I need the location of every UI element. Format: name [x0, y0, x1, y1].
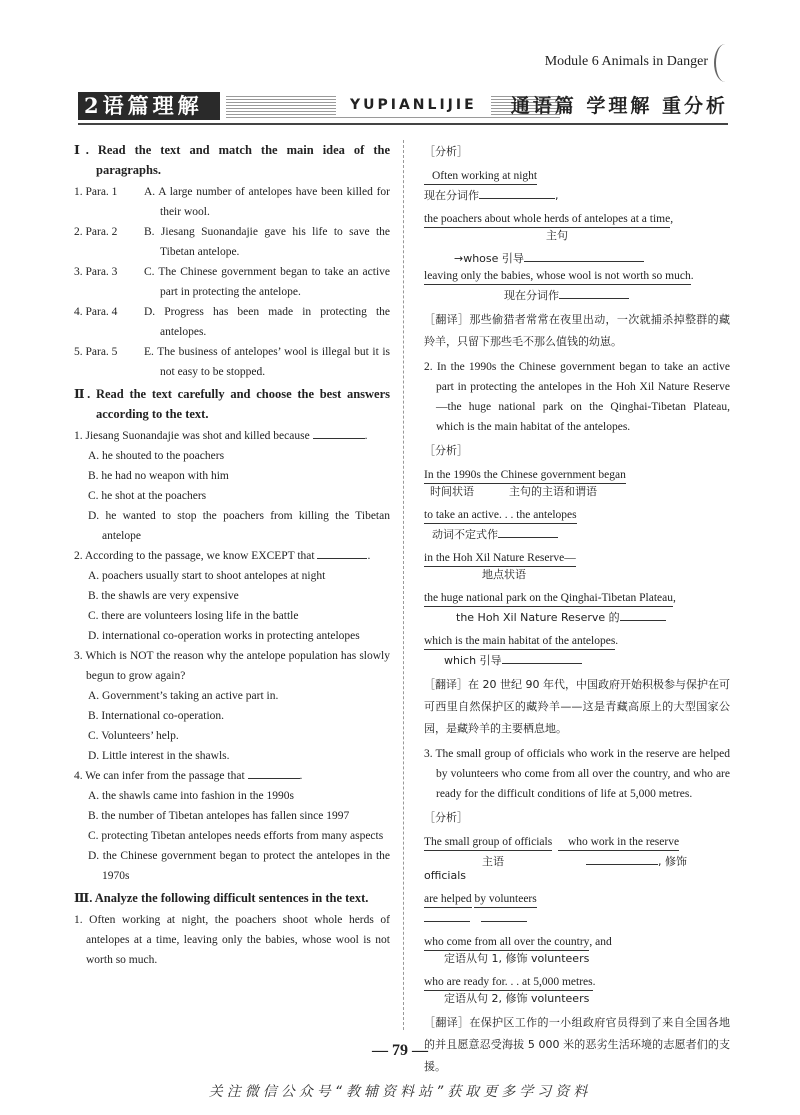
page-number: — 79 —	[372, 1042, 428, 1059]
sentence-3: 3. The small group of officials who work in the reserve are helped by volunteers who come from all over the country, and who are ready for the difficult conditions of life at 5,000 metres.	[424, 748, 730, 800]
option: B. International co-operation.	[88, 710, 225, 722]
match-item: 2. Para. 2 B. Jiesang Suonandajie gave his life to save the Tibetan antelope.	[74, 226, 390, 258]
analysis-tag: ［分析］	[424, 811, 468, 824]
option: A. Government’s taking an active part in.	[88, 690, 279, 702]
answer-blank[interactable]	[481, 909, 527, 922]
sentence-1: 1. Often working at night, the poachers shoot whole herds of antelopes at a time, leaving only the babies, whose wool is not worth so much.	[74, 914, 390, 966]
analysis-line: who come from all over the country, and 定语从句 1, 修饰 volunteers	[424, 936, 612, 965]
translation: ［翻译］那些偷猎者常常在夜里出动，一次就捕杀掉整群的藏羚羊，只留下那些毛不那么值钱的幼崽。	[424, 313, 731, 348]
answer-blank[interactable]	[524, 249, 644, 262]
analysis-line: Often working at night 现在分词作 ,	[424, 170, 559, 202]
analysis-line: the poachers about whole herds of antelopes at a time, 主句	[424, 213, 674, 242]
right-column	[424, 138, 730, 1078]
analysis-line: in the Hoh Xil Nature Reserve— 地点状语	[424, 552, 576, 581]
analysis-line: which is the main habitat of the antelopes. which 引导	[424, 635, 619, 667]
column-divider	[403, 140, 404, 1030]
footer-note: 关注微信公众号“教辅资料站”获取更多学习资料	[208, 1084, 592, 1100]
option: C. he shot at the poachers	[88, 490, 207, 502]
match-item: 5. Para. 5 E. The business of antelopes’ wool is illegal but it is not easy to be stopped.	[74, 346, 390, 378]
answer-blank[interactable]	[498, 525, 558, 538]
match-item: 3. Para. 3 C. The Chinese government began to take an active part in protecting the antelope.	[74, 266, 390, 298]
option: D. he wanted to stop the poachers from killing the Tibetan antelope	[88, 510, 390, 542]
section-2-heading: Ⅱ. Read the text carefully and choose the best answers according to the text.	[74, 387, 390, 421]
analysis-line: In the 1990s the Chinese government began 时间状语 主句的主语和谓语	[424, 469, 626, 498]
question-4: 4. We can infer from the passage that .	[74, 766, 390, 786]
analysis-line: who are ready for. . . at 5,000 metres. 定语从句 2, 修饰 volunteers	[424, 976, 596, 1005]
option: D. international co-operation works in protecting antelopes	[88, 630, 360, 642]
analysis-tag: ［分析］	[424, 444, 468, 457]
question-3: 3. Which is NOT the reason why the antelope population has slowly begun to grow again?	[74, 650, 390, 682]
option: B. the shawls are very expensive	[88, 590, 239, 602]
answer-blank[interactable]	[424, 909, 470, 922]
answer-blank[interactable]	[248, 766, 300, 779]
analysis-line: are helped by volunteers	[424, 889, 730, 926]
match-item: 1. Para. 1 A. A large number of antelopes have been killed for their wool.	[74, 186, 390, 218]
section-1-heading: Ⅰ. Read the text and match the main idea of the paragraphs.	[74, 143, 390, 177]
option: A. poachers usually start to shoot antelopes at night	[88, 570, 326, 582]
answer-blank[interactable]	[479, 186, 555, 199]
question-1: 1. Jiesang Suonandajie was shot and killed because .	[74, 426, 390, 446]
option: C. there are volunteers losing life in the battle	[88, 610, 299, 622]
analysis-line: →whose 引导 leaving only the babies, whose wool is not worth so much. 现在分词作	[424, 249, 730, 303]
analysis-tag: ［分析］	[424, 145, 468, 158]
option: C. protecting Tibetan antelopes needs efforts from many aspects	[88, 830, 384, 842]
option: B. he had no weapon with him	[88, 470, 229, 482]
answer-blank[interactable]	[313, 426, 365, 439]
section-banner	[78, 92, 728, 120]
left-column	[74, 138, 390, 970]
banner-rule	[78, 123, 728, 125]
answer-blank[interactable]	[586, 852, 658, 865]
analysis-line: to take an active. . . the antelopes 动词不定式作	[424, 509, 577, 541]
analysis-line: The small group of officials who work in the reserve 主语 , 修饰 officials	[424, 836, 687, 882]
option: A. he shouted to the poachers	[88, 450, 225, 462]
section-3-heading: Ⅲ. Analyze the following difficult sentences in the text.	[74, 891, 369, 905]
sentence-2: 2. In the 1990s the Chinese government began to take an active part in protecting the antelopes in the Hoh Xil Nature Reserve—the huge national park on the Qinghai-Tibetan Plateau, which is the main habitat of the antelopes.	[424, 361, 730, 433]
option: B. the number of Tibetan antelopes has fallen since 1997	[88, 810, 350, 822]
banner-slogan: 通语篇 学理解 重分析	[510, 95, 728, 117]
module-header: Module 6 Animals in Danger	[544, 54, 708, 69]
translation: ［翻译］在 20 世纪 90 年代，中国政府开始积极参与保护在可可西里自然保护区的藏羚羊——这是青藏高原上的大型国家公园，是藏羚羊的主要栖息地。	[424, 678, 731, 735]
question-2: 2. According to the passage, we know EXCEPT that .	[74, 546, 390, 566]
banner-title: 2语篇理解	[78, 92, 220, 120]
analysis-line: the huge national park on the Qinghai-Tibetan Plateau, the Hoh Xil Nature Reserve 的	[424, 592, 676, 624]
answer-blank[interactable]	[620, 608, 666, 621]
header-curve	[714, 44, 736, 82]
translation: ［翻译］在保护区工作的一小组政府官员得到了来自全国各地的并且愿意忍受海拔 5 000 米的恶劣生活环境的志愿者们的支援。	[424, 1016, 731, 1073]
match-item: 4. Para. 4 D. Progress has been made in protecting the antelopes.	[74, 306, 390, 338]
option: D. the Chinese government began to protect the antelopes in the 1970s	[88, 850, 390, 882]
option: C. Volunteers’ help.	[88, 730, 179, 742]
answer-blank[interactable]	[317, 546, 367, 559]
option: D. Little interest in the shawls.	[88, 750, 230, 762]
answer-blank[interactable]	[502, 651, 582, 664]
option: A. the shawls came into fashion in the 1990s	[88, 790, 295, 802]
banner-pinyin: YUPIANLIJIE	[336, 93, 491, 117]
answer-blank[interactable]	[559, 286, 629, 299]
